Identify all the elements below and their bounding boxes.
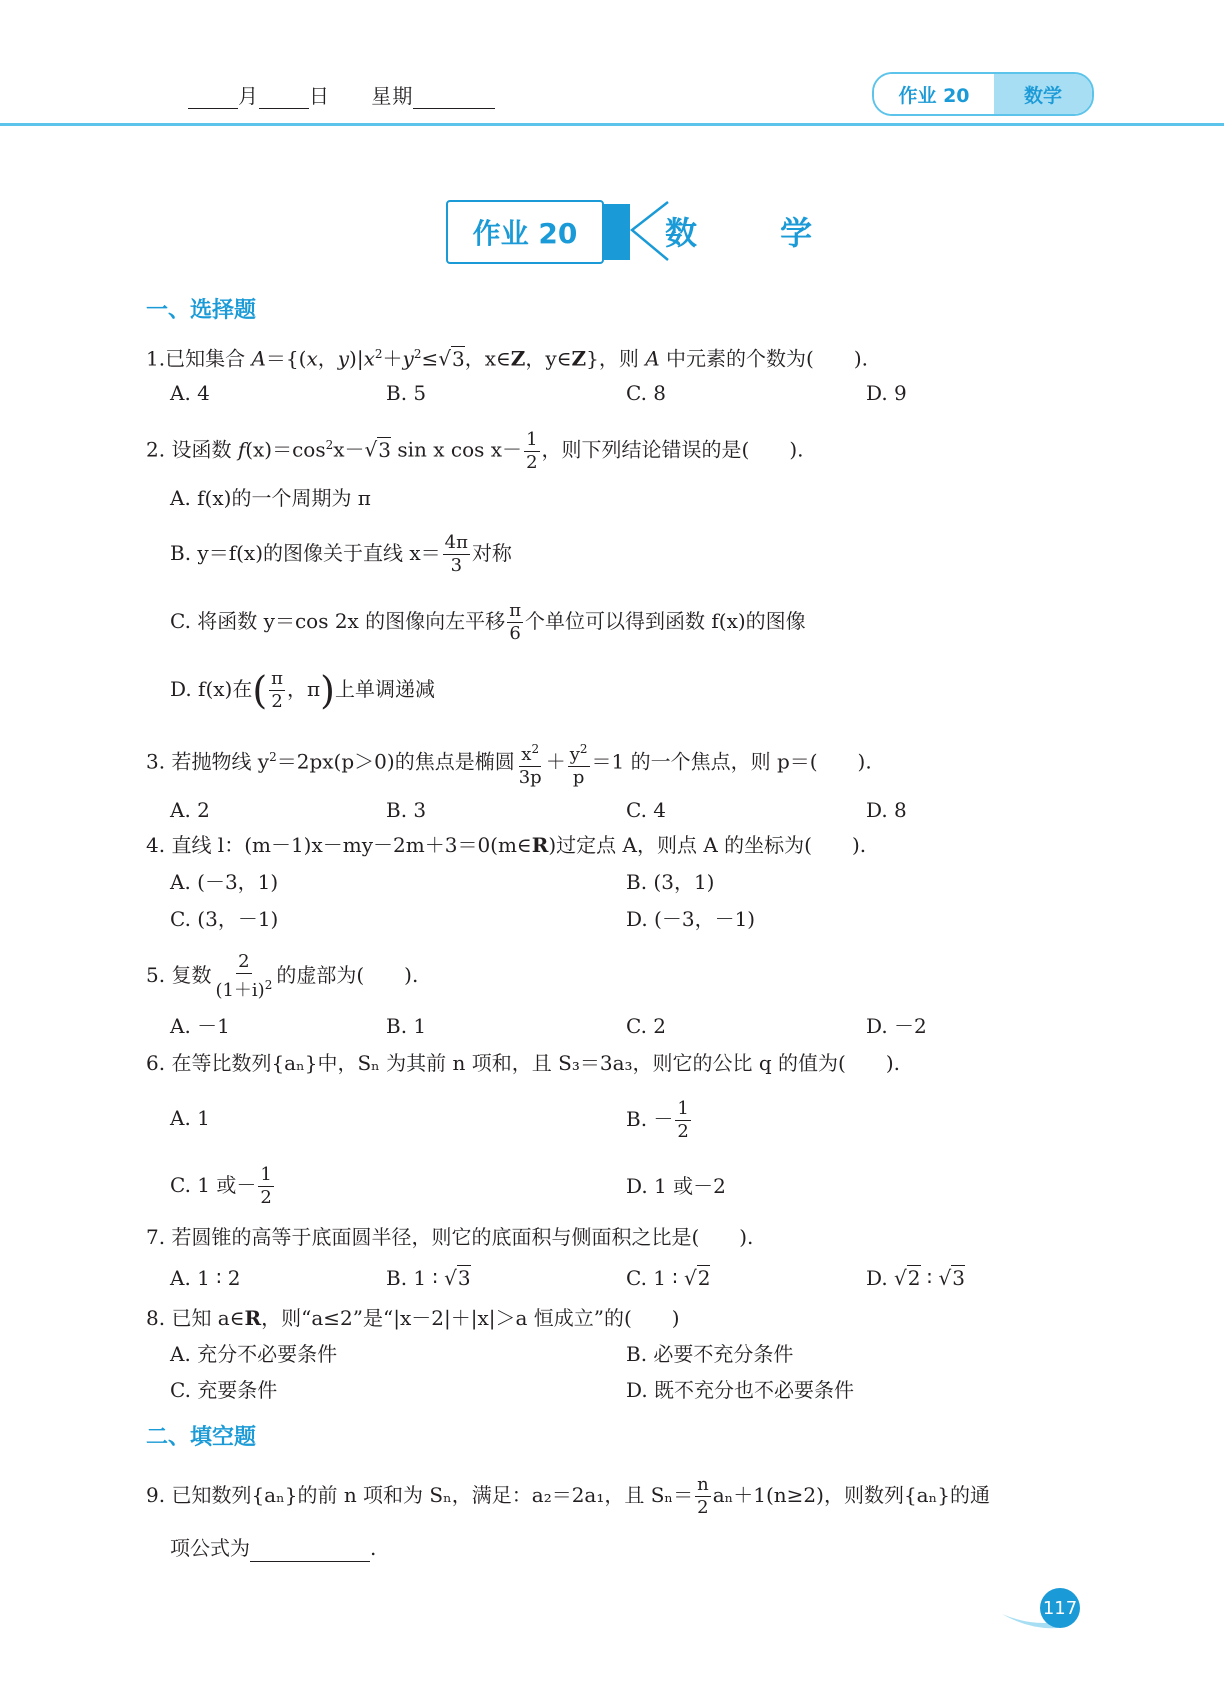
q6-option-d: D. 1 或－2	[626, 1174, 726, 1198]
weekday-label: 星期	[371, 84, 414, 108]
q6-option-a: A. 1	[170, 1106, 210, 1130]
q2-option-a: A. f(x)的一个周期为 π	[170, 486, 371, 510]
q7-option-d: D. √2 ∶ √3	[866, 1266, 965, 1290]
q5-option-d: D. －2	[866, 1014, 927, 1038]
q3-option-c: C. 4	[626, 798, 667, 822]
question-9: 9. 已知数列{aₙ}的前 n 项和为 Sₙ，满足：a₂＝2a₁，且 Sₙ＝ $\frac{n}{2}$ aₙ＋1(n≥2)，则数列{aₙ}的通	[146, 1474, 990, 1518]
q3-option-b: B. 3	[386, 798, 427, 822]
title-tab	[602, 204, 630, 260]
question-3: 3. 若抛物线 $y^2=2px(p>0)$的焦点是椭圆 $\frac{x^2}{3p}$ ＋ $\frac{y^2}{p}$ ＝1 的一个焦点，则 p＝( ).	[146, 732, 872, 789]
question-5: 5. 复数 $\frac{2}{(1+i)^2}$ 的虚部为( ).	[146, 951, 419, 1001]
day-blank	[259, 86, 309, 109]
q8-option-c: C. 充要条件	[170, 1378, 278, 1402]
q4-option-c: C. (3，－1)	[170, 907, 279, 931]
q4-option-d: D. (－3，－1)	[626, 907, 756, 931]
q2-fraction: $\frac{1}{2}$	[526, 428, 538, 473]
q3-option-d: D. 8	[866, 798, 907, 822]
q2-option-d: D. f(x)在( $\frac{\pi}{2}$ ，π)上单调递减	[170, 668, 435, 713]
header-divider	[0, 123, 1224, 126]
question-7: 7. 若圆锥的高等于底面圆半径，则它的底面积与侧面积之比是( ).	[146, 1225, 754, 1249]
header-tag-assignment: 作业 20	[874, 74, 994, 114]
weekday-blank	[413, 86, 495, 109]
q8-option-d: D. 既不充分也不必要条件	[626, 1378, 855, 1402]
question-8: 8. 已知 a∈R，则“a≤2”是“|x－2|＋|x|＞a 恒成立”的( )	[146, 1306, 680, 1330]
q4-option-a: A. (－3，1)	[170, 870, 279, 894]
page-number: 117	[1040, 1588, 1080, 1628]
q8-option-a: A. 充分不必要条件	[170, 1342, 338, 1366]
header-tag-subject: 数学	[994, 74, 1092, 114]
title-chevron	[628, 198, 670, 264]
q6-option-b: B. － $\frac{1}{2}$	[626, 1098, 689, 1142]
q6-option-c: C. 1 或－ $\frac{1}{2}$	[170, 1164, 272, 1208]
q5-option-c: C. 2	[626, 1014, 667, 1038]
q8-option-b: B. 必要不充分条件	[626, 1342, 794, 1366]
q7-option-b: B. 1 ∶ √3	[386, 1266, 471, 1290]
q5-option-b: B. 1	[386, 1014, 427, 1038]
question-2: 2. 设函数 $f(x)=\cos^2x-√3$ sin x cos x－ $\frac{1}{2}$ ，则下列结论错误的是( ).	[146, 428, 804, 473]
q4-option-b: B. (3，1)	[626, 870, 715, 894]
date-line	[188, 80, 495, 109]
q1-option-a: A. 4	[170, 381, 210, 405]
question-1: 1.已知集合 A＝{(x，$y)|x^2+y^2\le√3$，x∈Z，y∈Z}，则 A 中元素的个数为( ).	[146, 346, 868, 371]
question-9-line2: 项公式为 .	[170, 1536, 377, 1560]
month-label: 月	[238, 84, 259, 108]
q2-option-b: B. y＝f(x)的图像关于直线 x＝ $\frac{4\pi}{3}$ 对称	[170, 532, 512, 576]
q1-option-b: B. 5	[386, 381, 427, 405]
header-tag	[872, 72, 1094, 116]
q1-option-d: D. 9	[866, 381, 907, 405]
month-blank	[188, 86, 238, 109]
question-6: 6. 在等比数列{aₙ}中，Sₙ 为其前 n 项和，且 S₃＝3a₃，则它的公比 q 的值为( ).	[146, 1051, 900, 1075]
q3-option-a: A. 2	[170, 798, 210, 822]
question-4: 4. 直线 l：(m－1)x－my－2m＋3＝0(m∈R)过定点 A，则点 A 的坐标为( ).	[146, 833, 867, 857]
q7-option-c: C. 1 ∶ √2	[626, 1266, 711, 1290]
section-choice: 一、选择题	[146, 298, 257, 323]
q1-option-c: C. 8	[626, 381, 667, 405]
q2-option-c: C. 将函数 y＝cos 2x 的图像向左平移 $\frac{\pi}{6}$ 个单位可以得到函数 f(x)的图像	[170, 600, 806, 644]
section-fill: 二、填空题	[146, 1425, 257, 1450]
answer-blank[interactable]	[250, 1539, 370, 1562]
q5-option-a: A. －1	[170, 1014, 230, 1038]
day-label: 日	[309, 84, 330, 108]
title-subject: 数 学	[665, 214, 849, 252]
q7-option-a: A. 1 ∶ 2	[170, 1266, 241, 1290]
title-box: 作业 20	[446, 200, 604, 264]
